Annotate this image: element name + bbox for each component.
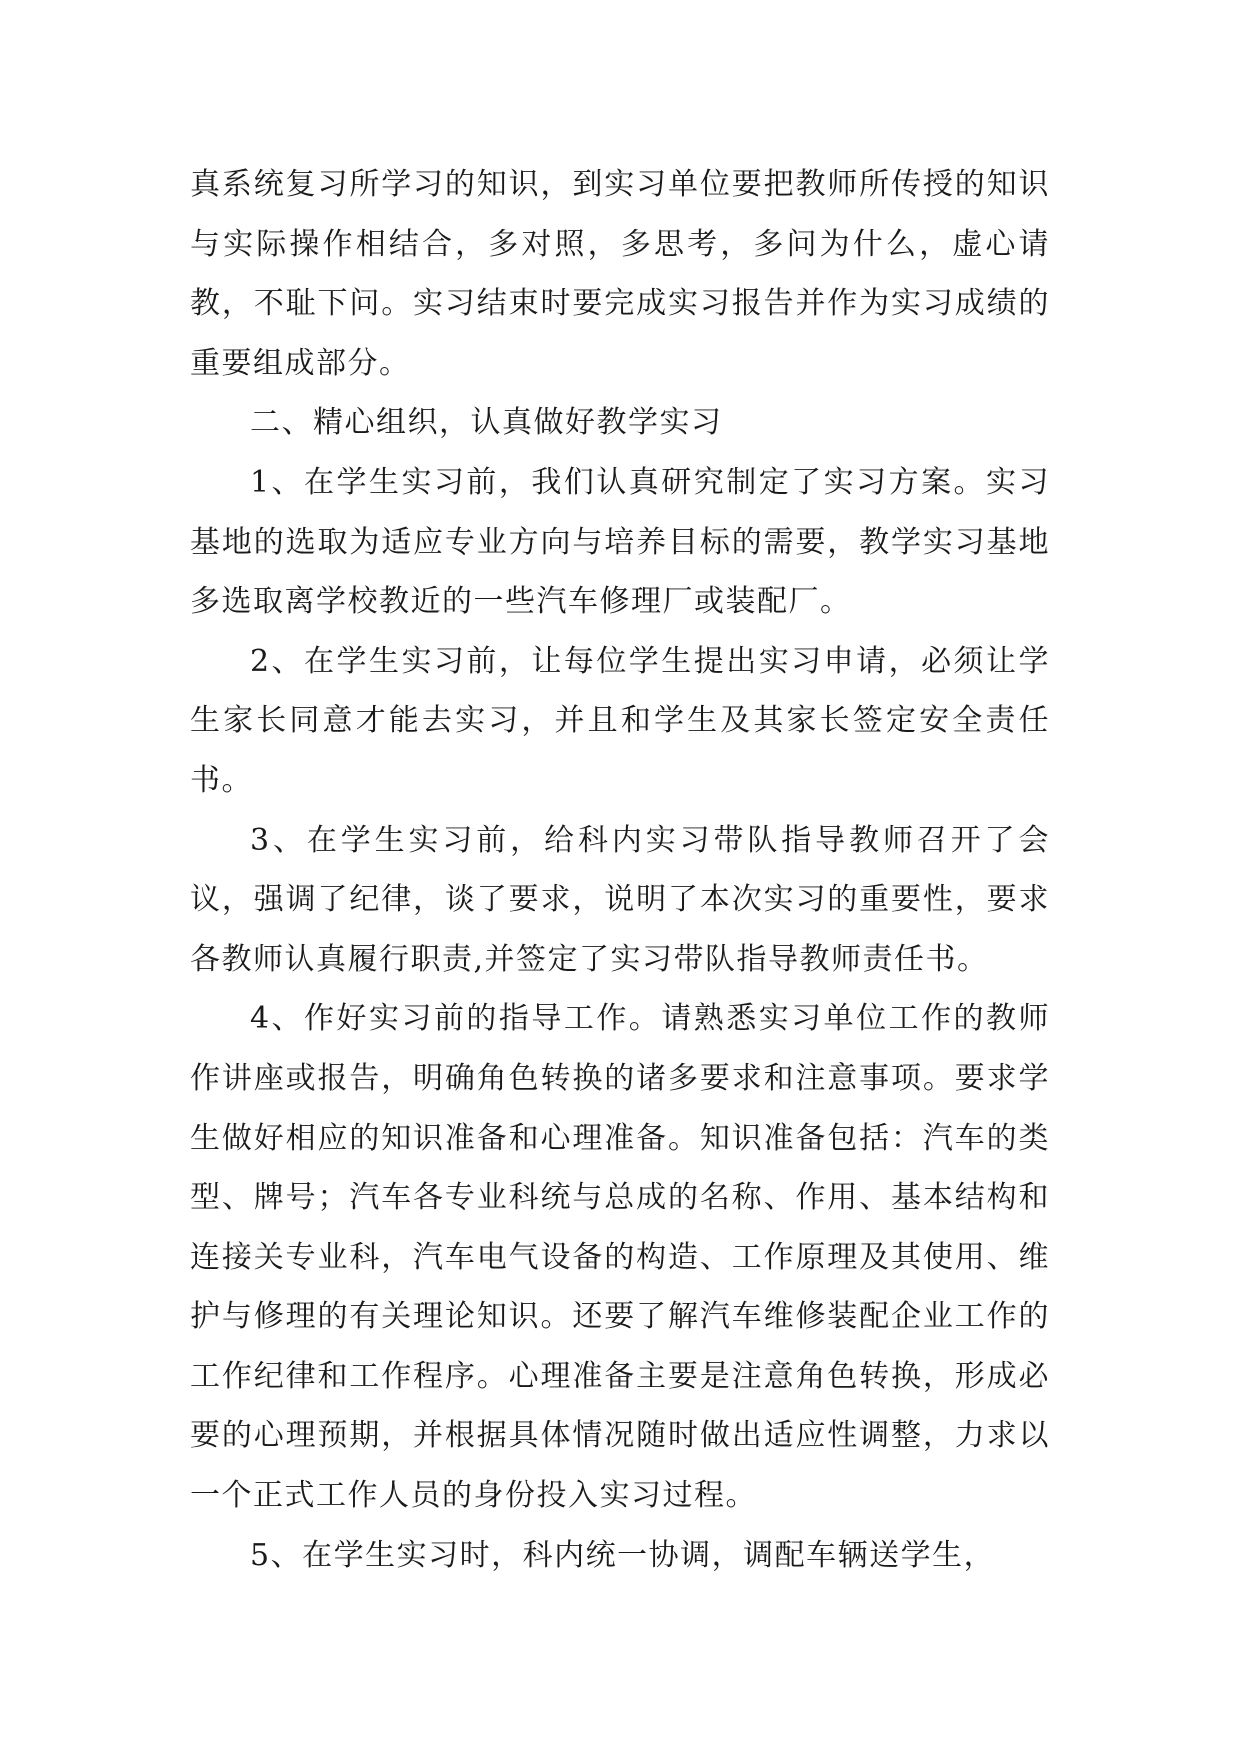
document-body xyxy=(190,155,1050,1585)
paragraph-1: 真系统复习所学习的知识，到实习单位要把教师所传授的知识与实际操作相结合，多对照，多思考，多问为什么，虚心请教，不耻下问。实习结束时要完成实习报告并作为实习成绩的重要组成部分。 xyxy=(190,167,1050,381)
paragraph-item-3: 3、在学生实习前，给科内实习带队指导教师召开了会议，强调了纪律，谈了要求，说明了本次实习的重要性，要求各教师认真履行职责,并签定了实习带队指导教师责任书。 xyxy=(190,822,1050,977)
section-heading: 二、精心组织，认真做好教学实习 xyxy=(250,405,723,441)
paragraph-item-4: 4、作好实习前的指导工作。请熟悉实习单位工作的教师作讲座或报告，明确角色转换的诸多要求和注意事项。要求学生做好相应的知识准备和心理准备。知识准备包括：汽车的类型、牌号；汽车各专业科统与总成的名称、作用、基本结构和连接关专业科，汽车电气设备的构造、工作原理及其使用、维护与修理的有关理论知识。还要了解汽车维修装配企业工作的工作纪律和工作程序。心理准备主要是注意角色转换，形成必要的心理预期，并根据具体情况随时做出适应性调整，力求以一个正式工作人员的身份投入实习过程。 xyxy=(190,1001,1050,1514)
paragraph-item-5: 5、在学生实习时，科内统一协调，调配车辆送学生， xyxy=(250,1537,996,1573)
paragraph-item-1: 1、在学生实习前，我们认真研究制定了实习方案。实习基地的选取为适应专业方向与培养目标的需要，教学实习基地多选取离学校教近的一些汽车修理厂或装配厂。 xyxy=(190,464,1050,620)
paragraph-item-2: 2、在学生实习前，让每位学生提出实习申请，必须让学生家长同意才能去实习，并且和学生及其家长签定安全责任书。 xyxy=(190,643,1050,798)
